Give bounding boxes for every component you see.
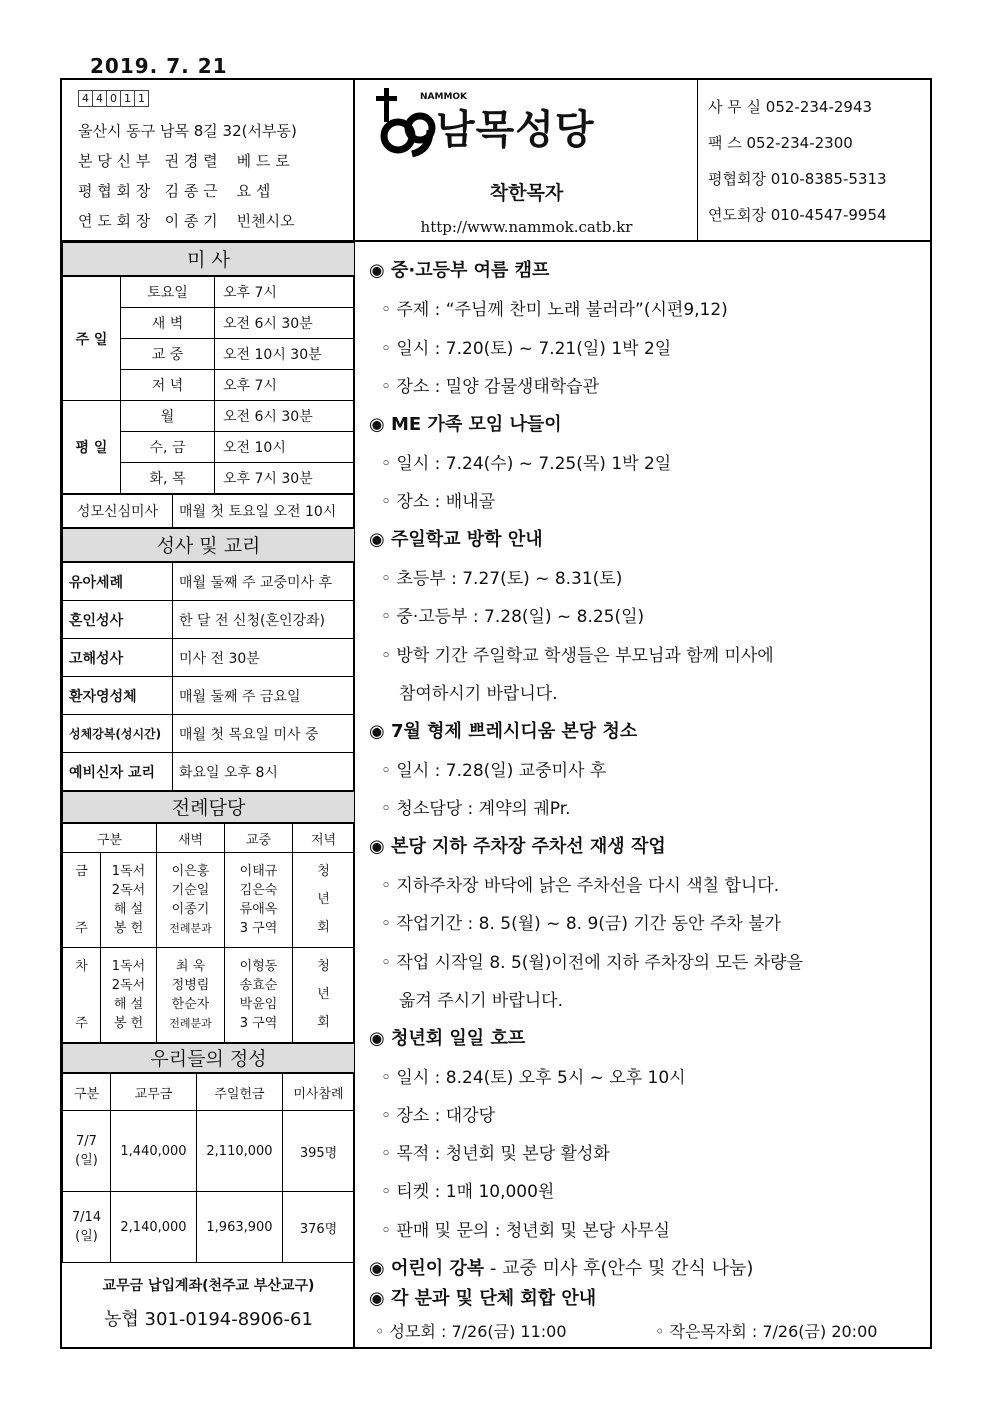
- notice-line: ◦ 판매 및 문의 : 청년회 및 본당 사무실: [381, 1221, 670, 1241]
- meeting-item: ◦ 성모회 : 7/26(금) 11:00: [375, 1322, 567, 1341]
- table-row: 고해성사 미사 전 30분: [63, 639, 355, 677]
- notice-title: ◉ 청년회 일일 호프: [369, 1028, 526, 1049]
- contact-council: 평협회장 010-8385-5313: [708, 170, 887, 188]
- notice-line: ◦ 일시 : 8.24(토) 오후 5시 ~ 오후 10시: [381, 1068, 686, 1088]
- table-row: 환자영성체 매월 둘째 주 금요일: [63, 677, 355, 715]
- table-row: 차 주 1독서 2독서 해 설 봉 헌 최 욱 정병림 한순자 전례분과 이형동 송효순 박윤임 3 구역 청 년 회: [63, 948, 355, 1043]
- offering-section-title: 우리들의 정성: [62, 1043, 355, 1073]
- notice-line: ◦ 지하주차장 바닥에 낡은 주차선을 다시 색칠 합니다.: [381, 876, 780, 896]
- marian-mass-table: [62, 494, 355, 528]
- table-row: 주 일 토요일 오후 7시: [63, 277, 355, 308]
- notice-line: ◦ 장소 : 대강당: [381, 1106, 496, 1126]
- meeting-item: ◦ 작은목자회 : 7/26(금) 20:00: [655, 1322, 878, 1341]
- sacrament-section-title: 성사 및 교리: [62, 528, 355, 562]
- children-blessing-notice: ◉ 어린이 강복 - 교중 미사 후(안수 및 간식 나눔): [369, 1258, 754, 1279]
- notice-line: ◦ 주제 : “주님께 찬미 노래 불러라”(시편9,12): [381, 300, 728, 320]
- table-row: 7/7 (일) 1,440,000 2,110,000 395명: [63, 1111, 355, 1192]
- notice-title: ◉ 7월 형제 쁘레시디움 본당 청소: [369, 721, 638, 742]
- table-row: 교 중 오전 10시 30분: [63, 339, 355, 370]
- mass-section-title: 미 사: [62, 242, 355, 276]
- table-row: 금 주 1독서 2독서 해 설 봉 헌 이은홍 기순일 이종기 전례분과 이태규 김은숙 류애옥 3 구역 청 년 회: [63, 853, 355, 948]
- notice-title: ◉ ME 가족 모임 나들이: [369, 414, 562, 435]
- notice-line: ◦ 일시 : 7.24(수) ~ 7.25(목) 1박 2일: [381, 454, 672, 474]
- table-row: 구분 교무금 주일헌금 미사참례: [63, 1074, 355, 1111]
- notice-title: ◉ 중·고등부 여름 캠프: [369, 260, 550, 281]
- notice-line: ◦ 중·고등부 : 7.28(일) ~ 8.25(일): [381, 607, 645, 627]
- account-number: 농협 301-0194-8906-61: [104, 1309, 313, 1330]
- pastor-line: 본 당 신 부 권 경 렬 베 드 로: [78, 152, 290, 170]
- liturgy-section-title: 전례담당: [62, 791, 355, 823]
- bulletin-date: 2019. 7. 21: [90, 54, 228, 78]
- notice-line: ◦ 작업기간 : 8. 5(월) ~ 8. 9(금) 기간 동안 주차 불가: [381, 914, 781, 934]
- notice-line: ◦ 방학 기간 주일학교 학생들은 부모님과 함께 미사에: [381, 646, 774, 666]
- sunday-label: 주 일: [63, 277, 121, 401]
- notice-title: ◉ 본당 지하 주차장 주차선 재생 작업: [369, 836, 666, 857]
- notice-line: ◦ 초등부 : 7.27(토) ~ 8.31(토): [381, 569, 623, 589]
- church-address: 울산시 동구 남목 8길 32(서부동): [78, 122, 297, 140]
- table-row: 혼인성사 한 달 전 신청(혼인강좌): [63, 601, 355, 639]
- table-row: 성모신심미사 매월 첫 토요일 오전 10시: [63, 495, 355, 528]
- table-row: 평 일 월 오전 6시 30분: [63, 401, 355, 432]
- church-logo: [376, 88, 716, 162]
- table-row: 구분 새벽 교중 저녁: [63, 824, 355, 853]
- notice-line: ◦ 일시 : 7.20(토) ~ 7.21(일) 1박 2일: [381, 339, 672, 359]
- notice-line: ◦ 목적 : 청년회 및 본당 활성화: [381, 1144, 610, 1164]
- account-label: 교무금 납입계좌(천주교 부산교구): [102, 1278, 315, 1294]
- table-row: 수, 금 오전 10시: [63, 432, 355, 463]
- table-row: 유아세례 매월 둘째 주 교중미사 후: [63, 563, 355, 601]
- website-link[interactable]: http://www.nammok.catb.kr: [420, 218, 633, 236]
- notice-line: ◦ 장소 : 밀양 감물생태학습관: [381, 377, 600, 397]
- district-president-line: 연 도 회 장 이 종 기 빈첸시오: [78, 212, 295, 230]
- postal-digit: 1: [120, 90, 135, 107]
- postal-digit: 0: [106, 90, 121, 107]
- notice-line-continued: 옮겨 주시기 바랍니다.: [399, 991, 564, 1011]
- notice-title: ◉ 주일학교 방학 안내: [369, 529, 543, 550]
- postal-digit: 1: [134, 90, 149, 107]
- notice-line-continued: 참여하시기 바랍니다.: [399, 684, 558, 704]
- table-row: 새 벽 오전 6시 30분: [63, 308, 355, 339]
- sacrament-table: [62, 562, 355, 791]
- table-row: 예비신자 교리 화요일 오후 8시: [63, 753, 355, 791]
- left-column: [62, 242, 355, 1339]
- postal-code: [78, 90, 148, 107]
- table-row: 저 녁 오후 7시: [63, 370, 355, 401]
- council-president-line: 평 협 회 장 김 종 근 요 셉: [78, 182, 271, 200]
- offering-table: [62, 1073, 355, 1263]
- logo-small-text: NAMMOK: [420, 92, 468, 102]
- notice-line: ◦ 티켓 : 1매 10,000원: [381, 1182, 555, 1202]
- contact-office: 사 무 실 052-234-2943: [708, 98, 873, 116]
- bulletin-subtitle: 착한목자: [489, 182, 564, 204]
- bulletin-frame: [60, 78, 932, 1349]
- weekday-label: 평 일: [63, 401, 121, 494]
- postal-digit: 4: [92, 90, 107, 107]
- notice-line: ◦ 장소 : 배내골: [381, 492, 496, 512]
- table-row: 7/14 (일) 2,140,000 1,963,900 376명: [63, 1192, 355, 1263]
- mass-schedule-table: [62, 276, 355, 494]
- contact-fax: 팩 스 052-234-2300: [708, 134, 853, 152]
- meetings-title: ◉ 각 분과 및 단체 회합 안내: [369, 1288, 597, 1309]
- table-row: 화, 목 오후 7시 30분: [63, 463, 355, 494]
- liturgy-duty-table: [62, 823, 355, 1043]
- table-row: 성체강복(성시간) 매월 첫 목요일 미사 중: [63, 715, 355, 753]
- contact-district: 연도회장 010-4547-9954: [708, 206, 887, 224]
- postal-digit: 4: [78, 90, 93, 107]
- notice-line: ◦ 청소담당 : 계약의 궤Pr.: [381, 799, 571, 819]
- account-box: [62, 1263, 355, 1339]
- church-name: 남목성당: [436, 107, 595, 153]
- notice-line: ◦ 일시 : 7.28(일) 교중미사 후: [381, 761, 607, 781]
- notice-line: ◦ 작업 시작일 8. 5(월)이전에 지하 주차장의 모든 차량을: [381, 953, 803, 973]
